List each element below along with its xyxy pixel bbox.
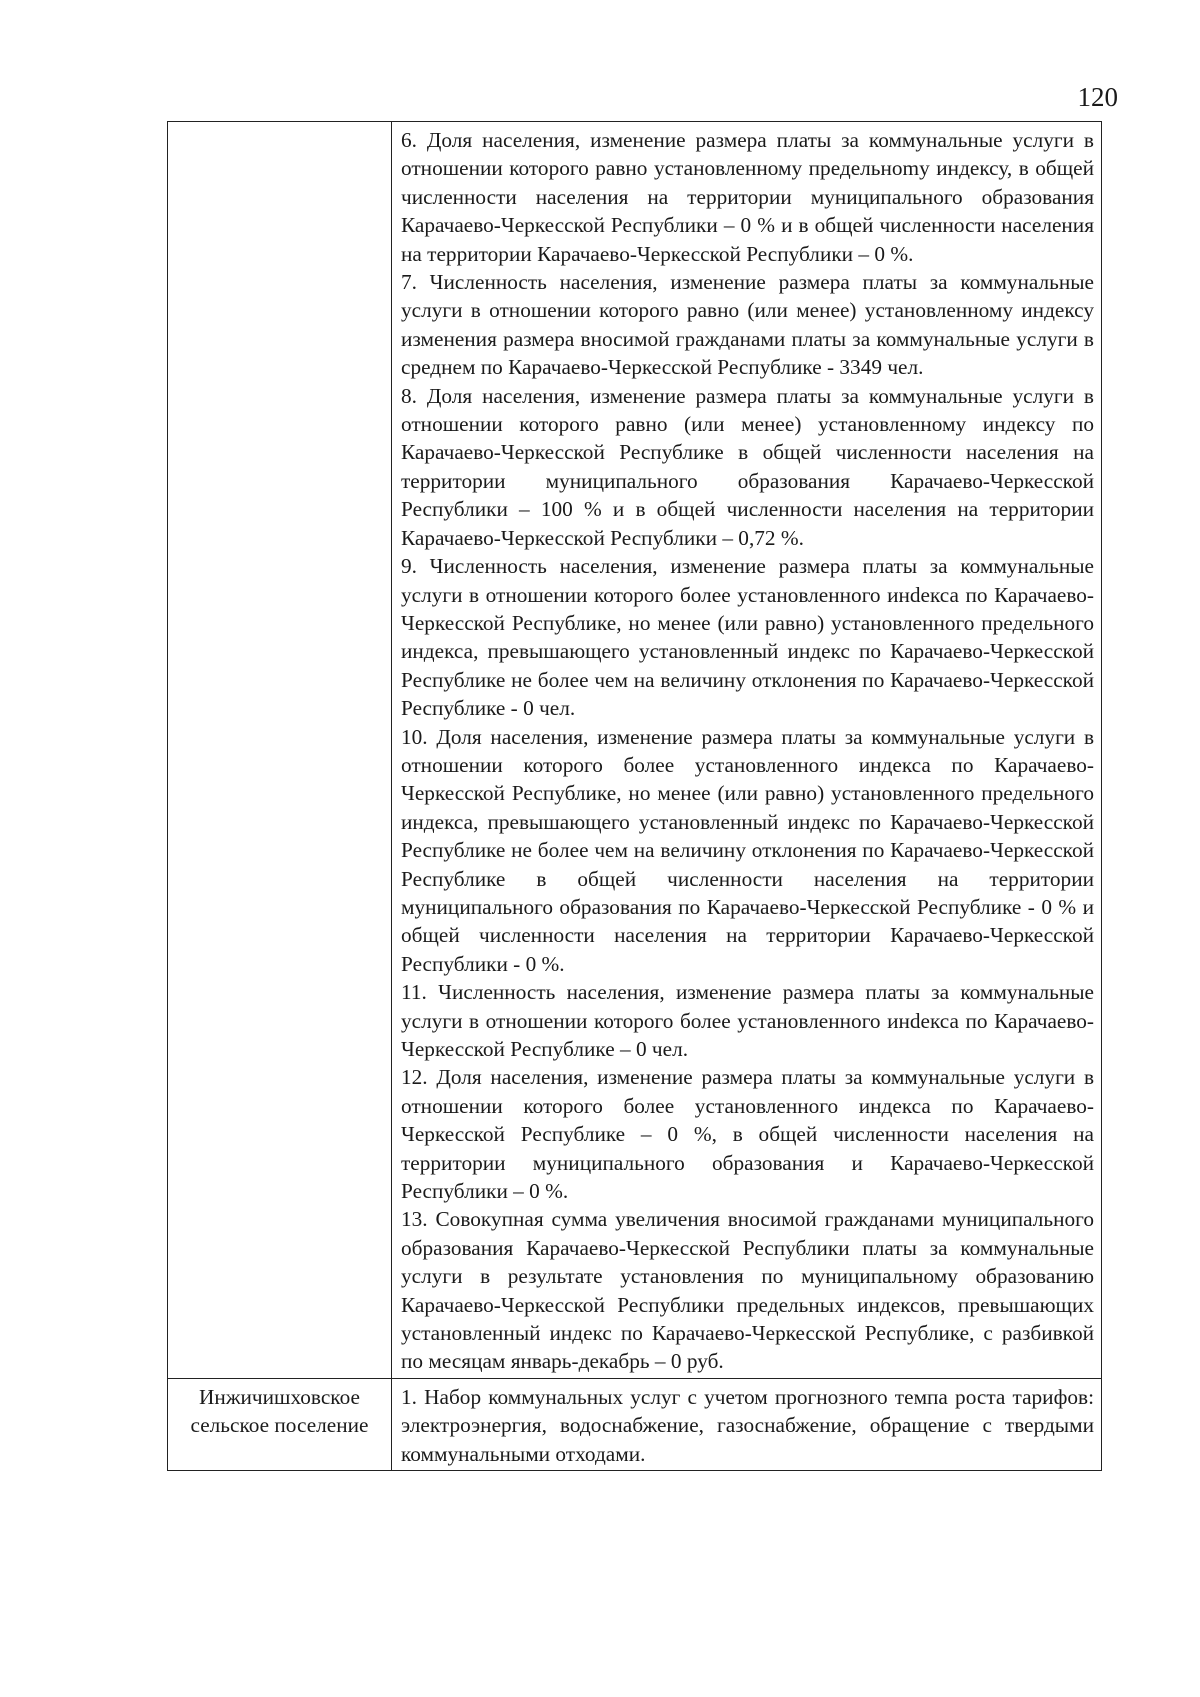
indicator-item: 10. Доля населения, изменение размера платы за коммунальные услуги в отношении которого более установленного индекса по Карачаево-Черкесской Республике, но менее (или равно) установленного предельного индекса, превышающего установленный индекс по Карачаево-Черкесской Республике не более чем на величину отклонения по Карачаево-Черкесской Республике в общей численности населения на территории муниципального образования по Карачаево-Черкесской Республике - 0 % и общей численности населения на территории Карачаево-Черкесской Республики - 0 %. [401,724,1094,976]
indicators-cell [392,122,1102,1379]
table-row [168,1378,1102,1470]
indicator-item: 7. Численность населения, изменение размера платы за коммунальные услуги в отношении которого равно (или менее) установленному индексу изменения размера вносимой гражданами платы за коммунальные услуги в среднем по Карачаево-Черкесской Республике - 3349 чел. [401,270,1094,380]
indicator-item: 11. Численность населения, изменение размера платы за коммунальные услуги в отношении которого более установленного инdекса по Карачаево-Черкесской Республике – 0 чел. [401,980,1094,1061]
indicators-cell [392,1378,1102,1470]
indicator-item: 8. Доля населения, изменение размера платы за коммунальные услуги в отношении которого равно (или менее) установленному индексу по Карачаево-Черкесской Республике в общей численности населения на территории муниципального образования Карачаево-Черкесской Республики – 100 % и в общей численности населения на территории Карачаево-Черкесской Республики – 0,72 %. [401,383,1094,550]
municipality-name-cell [168,122,392,1379]
indicator-item: 1. Набор коммунальных услуг с учетом прогнозного темпа роста тарифов: электроэнергия, водоснабжение, газоснабжение, обращение с твердыми коммунальными отходами. [401,1384,1094,1466]
indicator-item: 9. Численность населения, изменение размера платы за коммунальные услуги в отношении которого более установленного инdекса по Карачаево-Черкесской Республике, но менее (или равно) установленного предельного индекса, превышающего установленный индекс по Карачаево-Черкесской Республике не более чем на величину отклонения по Карачаево-Черкесской Республике - 0 чел. [401,554,1094,721]
page-number: 120 [1077,82,1118,112]
municipality-name-cell: Инжичишховское сельское поселение [168,1378,392,1470]
indicator-item: 12. Доля населения, изменение размера платы за коммунальные услуги в отношении которого более установленного индекса по Карачаево-Черкесской Республике – 0 %, в общей численности населения на территории муниципального образования и Карачаево-Черкесской Республики – 0 %. [401,1065,1094,1204]
indicators-table [167,121,1102,1471]
indicator-item: 6. Доля населения, изменение размера платы за коммунальные услуги в отношении которого равно установленному предельноmу индексу, в общей численности населения на территории муниципального образования Карачаево-Черкесской Республики – 0 % и в общей численности населения на территории Карачаево-Черкесской Республики – 0 %. [401,128,1094,266]
table-row [168,122,1102,1379]
indicator-item: 13. Совокупная сумма увеличения вносимой гражданами муниципального образования Карачаево-Черкесской Республики платы за коммунальные услуги в результате установления по муниципальному образованию Карачаево-Черкесской Республики предельных индексов, превышающих установленный индекс по Карачаево-Черкесской Республике, с разбивкой по месяцам январь-декабрь – 0 руб. [401,1207,1094,1374]
